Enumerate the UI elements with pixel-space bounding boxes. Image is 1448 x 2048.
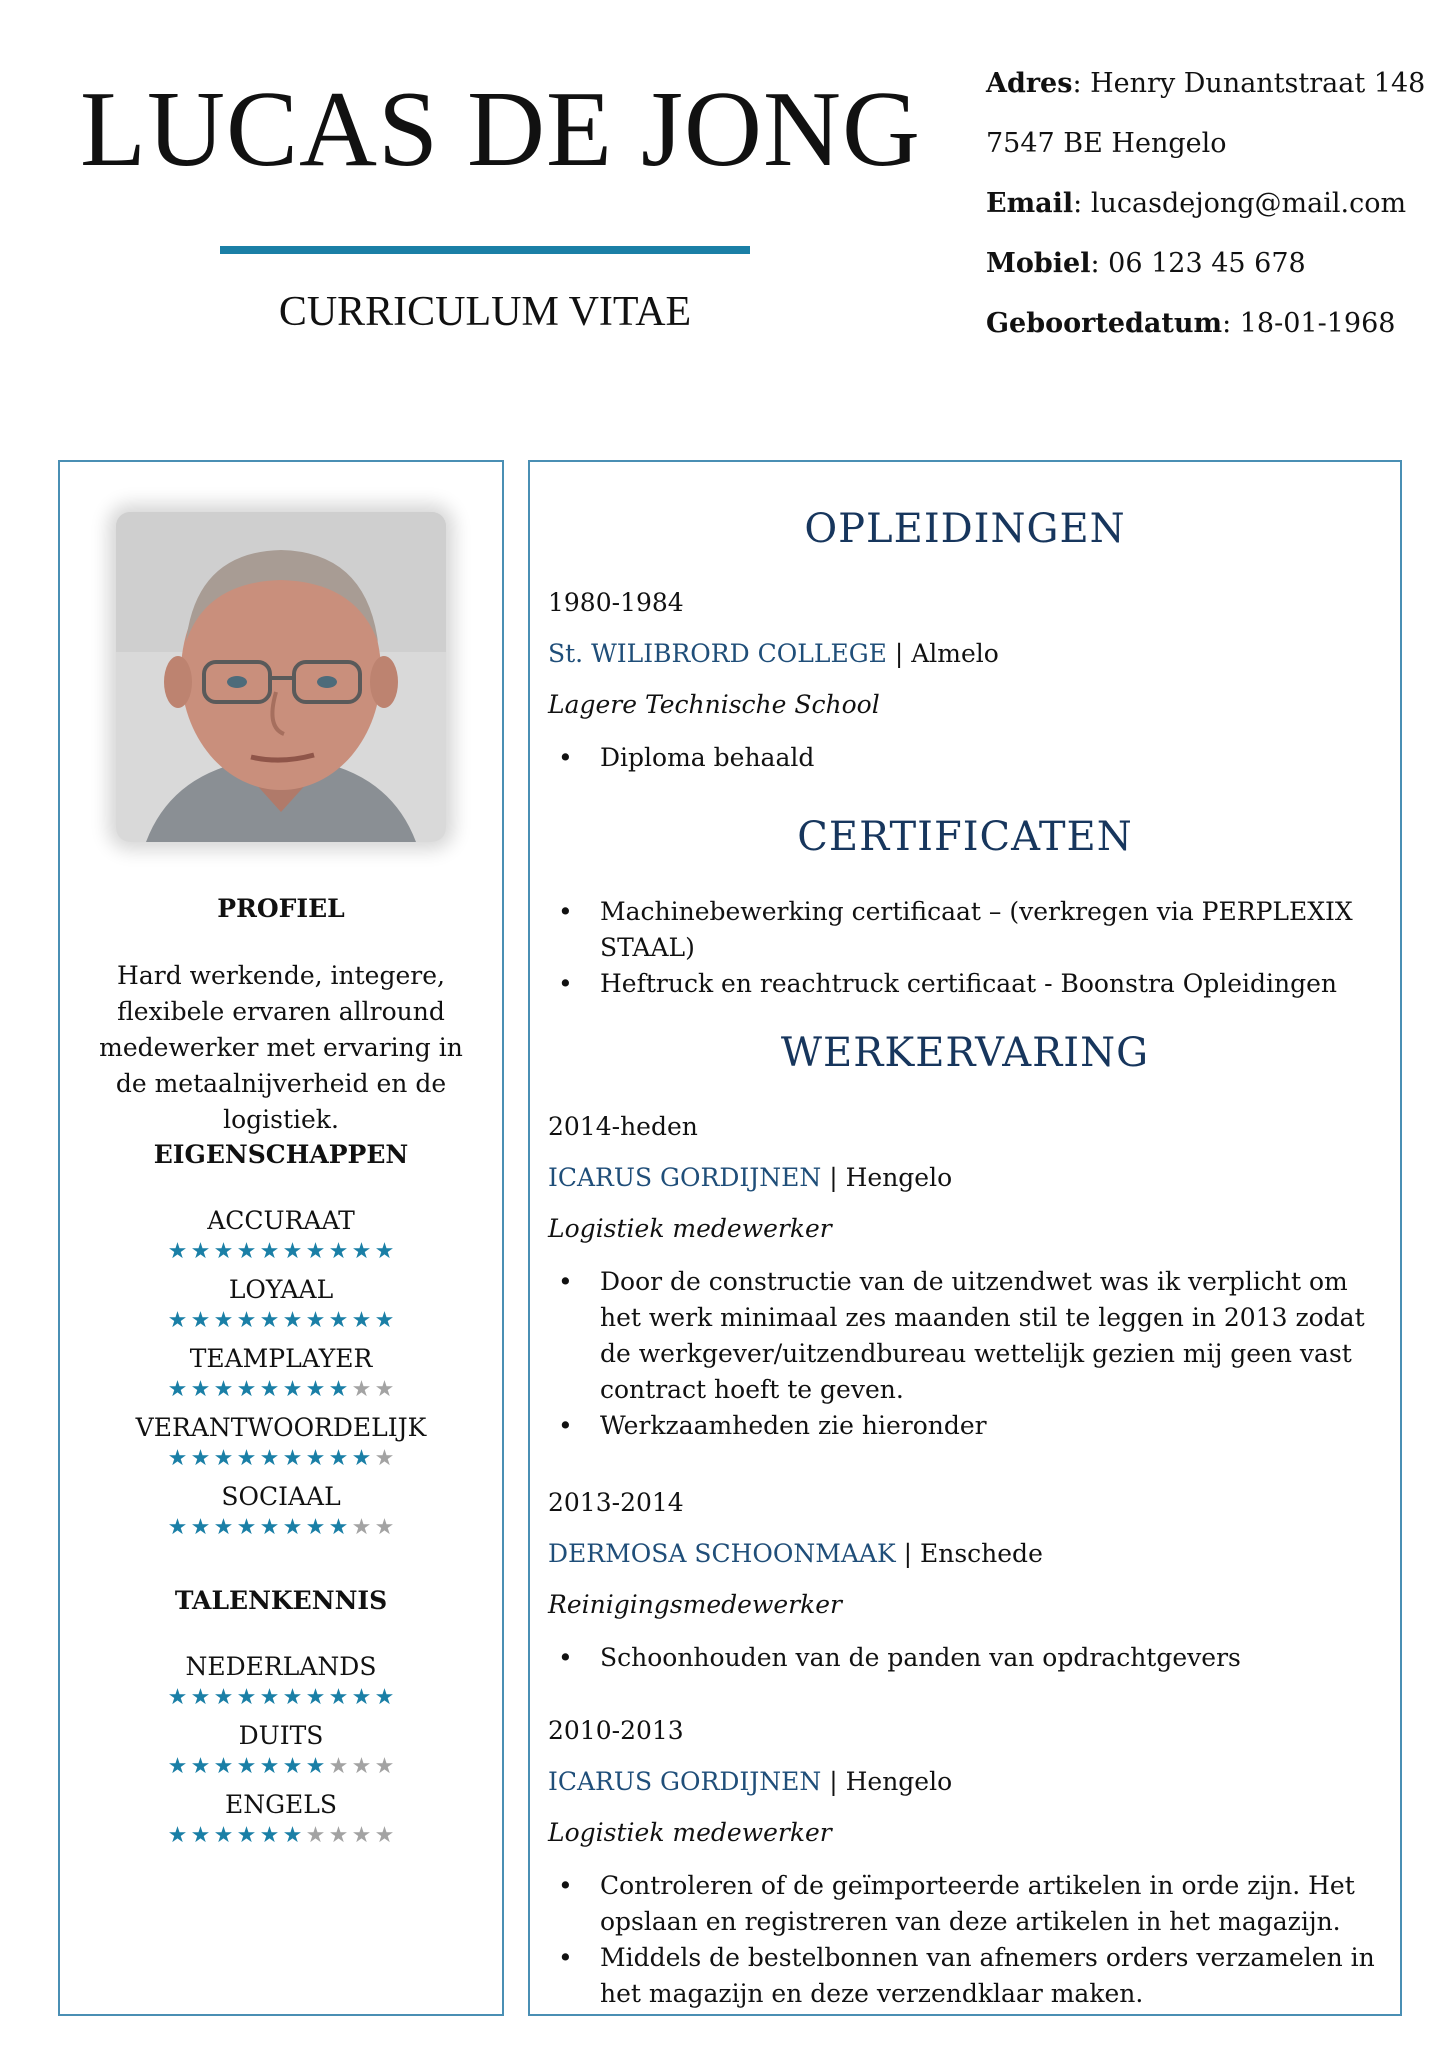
- star-filled-icon: ★: [351, 1685, 372, 1710]
- job-org-line: [548, 1537, 1043, 1571]
- star-filled-icon: ★: [236, 1754, 257, 1779]
- star-filled-icon: ★: [351, 1239, 372, 1264]
- star-rating: [60, 1753, 502, 1781]
- job-bullets: [548, 1640, 1388, 1676]
- star-filled-icon: ★: [328, 1685, 349, 1710]
- language-label: ENGELS: [224, 1790, 338, 1819]
- education-role: Lagere Technische School: [548, 690, 880, 719]
- star-filled-icon: ★: [305, 1377, 326, 1402]
- star-filled-icon: ★: [190, 1823, 211, 1848]
- job-period: 2014-heden: [548, 1112, 698, 1141]
- star-filled-icon: ★: [236, 1239, 257, 1264]
- star-empty-icon: ★: [374, 1377, 395, 1402]
- star-filled-icon: ★: [259, 1823, 280, 1848]
- trait-label: ACCURAAT: [207, 1206, 355, 1235]
- star-filled-icon: ★: [167, 1515, 188, 1540]
- trait-teamplayer: [60, 1342, 502, 1404]
- star-filled-icon: ★: [236, 1446, 257, 1471]
- address-label: Adres: [986, 68, 1073, 99]
- star-filled-icon: ★: [190, 1377, 211, 1402]
- star-filled-icon: ★: [305, 1308, 326, 1333]
- star-filled-icon: ★: [213, 1308, 234, 1333]
- experience-title: WERKERVARING: [780, 1030, 1150, 1076]
- star-empty-icon: ★: [351, 1377, 372, 1402]
- trait-accuraat: [60, 1204, 502, 1266]
- job-org-line: [548, 1161, 952, 1195]
- certificate-list: [548, 894, 1388, 1002]
- star-rating: [60, 1238, 502, 1266]
- languages-heading: TALENKENNIS: [174, 1586, 388, 1615]
- star-filled-icon: ★: [167, 1823, 188, 1848]
- star-filled-icon: ★: [213, 1754, 234, 1779]
- job-org: ICARUS GORDIJNEN: [548, 1163, 822, 1192]
- education-org: St. WILIBRORD COLLEGE: [548, 639, 887, 668]
- star-filled-icon: ★: [236, 1377, 257, 1402]
- trait-label: SOCIAAL: [221, 1482, 341, 1511]
- star-filled-icon: ★: [282, 1239, 303, 1264]
- star-filled-icon: ★: [167, 1685, 188, 1710]
- contact-address: Adres: Henry Dunantstraat 148: [986, 68, 1426, 99]
- portrait-image: [116, 512, 446, 842]
- star-filled-icon: ★: [328, 1308, 349, 1333]
- language-label: DUITS: [238, 1721, 324, 1750]
- list-item: • Middels de bestelbonnen van afnemers orders verzamelen in het magazijn en deze verzendklaar maken.: [548, 1940, 1388, 2012]
- job-period: 2010-2013: [548, 1716, 684, 1745]
- star-rating: [60, 1822, 502, 1850]
- job-org-line: [548, 1765, 952, 1799]
- education-period: 1980-1984: [548, 588, 684, 617]
- star-filled-icon: ★: [190, 1685, 211, 1710]
- star-filled-icon: ★: [236, 1823, 257, 1848]
- star-empty-icon: ★: [374, 1446, 395, 1471]
- profile-heading: PROFIEL: [217, 894, 345, 923]
- job-place: Hengelo: [845, 1767, 953, 1796]
- trait-label: LOYAAL: [228, 1275, 334, 1304]
- star-filled-icon: ★: [282, 1685, 303, 1710]
- job-org: DERMOSA SCHOONMAAK: [548, 1539, 896, 1568]
- star-filled-icon: ★: [167, 1239, 188, 1264]
- star-filled-icon: ★: [282, 1754, 303, 1779]
- star-empty-icon: ★: [351, 1823, 372, 1848]
- star-empty-icon: ★: [351, 1754, 372, 1779]
- star-filled-icon: ★: [213, 1685, 234, 1710]
- star-filled-icon: ★: [236, 1515, 257, 1540]
- list-item: • Controleren of de geïmporteerde artikelen in orde zijn. Het opslaan en registreren van deze artikelen in het magazijn.: [548, 1868, 1388, 1940]
- profile-text: Hard werkende, integere, flexibele ervaren allround medewerker met ervaring in de metaalnijverheid en de logistiek.: [99, 961, 463, 1134]
- star-filled-icon: ★: [259, 1754, 280, 1779]
- star-filled-icon: ★: [259, 1377, 280, 1402]
- person-name: LUCAS DE JONG: [80, 70, 922, 189]
- star-filled-icon: ★: [213, 1377, 234, 1402]
- job-place: Hengelo: [845, 1163, 953, 1192]
- list-item: • Diploma behaald: [548, 740, 1388, 776]
- star-empty-icon: ★: [374, 1515, 395, 1540]
- star-filled-icon: ★: [236, 1685, 257, 1710]
- star-rating: [60, 1684, 502, 1712]
- address-line1: Henry Dunantstraat 148: [1090, 68, 1426, 99]
- star-filled-icon: ★: [259, 1515, 280, 1540]
- job-role: Reinigingsmedewerker: [548, 1590, 842, 1619]
- star-filled-icon: ★: [259, 1308, 280, 1333]
- trait-loyaal: [60, 1273, 502, 1335]
- star-filled-icon: ★: [259, 1239, 280, 1264]
- star-filled-icon: ★: [213, 1239, 234, 1264]
- star-filled-icon: ★: [351, 1308, 372, 1333]
- mobile-label: Mobiel: [986, 248, 1091, 279]
- star-filled-icon: ★: [328, 1377, 349, 1402]
- education-org-line: [548, 637, 999, 671]
- star-filled-icon: ★: [190, 1446, 211, 1471]
- star-filled-icon: ★: [305, 1446, 326, 1471]
- star-filled-icon: ★: [374, 1308, 395, 1333]
- star-filled-icon: ★: [282, 1823, 303, 1848]
- star-empty-icon: ★: [374, 1823, 395, 1848]
- star-filled-icon: ★: [190, 1754, 211, 1779]
- star-filled-icon: ★: [305, 1239, 326, 1264]
- star-filled-icon: ★: [328, 1515, 349, 1540]
- job-role: Logistiek medewerker: [548, 1818, 832, 1847]
- star-rating: [60, 1307, 502, 1335]
- star-filled-icon: ★: [167, 1377, 188, 1402]
- list-item: • Werkzaamheden zie hieronder: [548, 1408, 1388, 1444]
- star-filled-icon: ★: [167, 1754, 188, 1779]
- star-filled-icon: ★: [167, 1308, 188, 1333]
- star-filled-icon: ★: [213, 1823, 234, 1848]
- trait-sociaal: [60, 1480, 502, 1542]
- trait-verantwoordelijk: [60, 1411, 502, 1473]
- star-empty-icon: ★: [305, 1823, 326, 1848]
- education-title: OPLEIDINGEN: [804, 506, 1126, 552]
- star-filled-icon: ★: [190, 1515, 211, 1540]
- profile-photo: [116, 512, 446, 842]
- star-rating: [60, 1514, 502, 1542]
- star-filled-icon: ★: [374, 1239, 395, 1264]
- job-role: Logistiek medewerker: [548, 1214, 832, 1243]
- star-empty-icon: ★: [374, 1754, 395, 1779]
- job-place: Enschede: [919, 1539, 1043, 1568]
- star-empty-icon: ★: [328, 1823, 349, 1848]
- star-filled-icon: ★: [305, 1685, 326, 1710]
- job-bullets: [548, 1868, 1388, 2012]
- document-subtitle: CURRICULUM VITAE: [278, 289, 692, 335]
- contact-block: [986, 62, 1436, 362]
- star-filled-icon: ★: [351, 1446, 372, 1471]
- job-org: ICARUS GORDIJNEN: [548, 1767, 822, 1796]
- education-bullets: [548, 740, 1388, 776]
- email-label: Email: [986, 188, 1074, 219]
- sidebar-panel: [58, 460, 504, 2016]
- star-filled-icon: ★: [213, 1446, 234, 1471]
- star-rating: [60, 1376, 502, 1404]
- email-value: lucasdejong@mail.com: [1090, 188, 1407, 219]
- star-filled-icon: ★: [259, 1685, 280, 1710]
- star-filled-icon: ★: [282, 1308, 303, 1333]
- language-nederlands: [60, 1650, 502, 1712]
- language-engels: [60, 1788, 502, 1850]
- trait-label: TEAMPLAYER: [189, 1344, 373, 1373]
- list-item: • Machinebewerking certificaat – (verkregen via PERPLEXIX STAAL): [548, 894, 1388, 966]
- trait-label: VERANTWOORDELIJK: [135, 1413, 427, 1442]
- contact-mobile: Mobiel: 06 123 45 678: [986, 248, 1306, 279]
- birthdate-label: Geboortedatum: [986, 308, 1223, 339]
- list-item: • Schoonhouden van de panden van opdrachtgevers: [548, 1640, 1388, 1676]
- star-empty-icon: ★: [351, 1515, 372, 1540]
- star-filled-icon: ★: [282, 1377, 303, 1402]
- birthdate-value: 18-01-1968: [1239, 308, 1396, 339]
- org-separator: |: [821, 1767, 846, 1796]
- mobile-value: 06 123 45 678: [1108, 248, 1306, 279]
- contact-email: Email: lucasdejong@mail.com: [986, 188, 1407, 219]
- contact-birthdate: Geboortedatum: 18-01-1968: [986, 308, 1396, 339]
- traits-heading: EIGENSCHAPPEN: [153, 1140, 409, 1169]
- star-filled-icon: ★: [328, 1446, 349, 1471]
- list-item: • Door de constructie van de uitzendwet was ik verplicht om het werk minimaal zes maanden stil te leggen in 2013 zodat de werkgever/uitzendbureau wettelijk gezien mij geen vast contract hoeft te geven.: [548, 1264, 1388, 1408]
- star-filled-icon: ★: [190, 1239, 211, 1264]
- star-filled-icon: ★: [305, 1754, 326, 1779]
- org-separator: |: [895, 1539, 920, 1568]
- star-empty-icon: ★: [328, 1754, 349, 1779]
- star-filled-icon: ★: [259, 1446, 280, 1471]
- star-rating: [60, 1445, 502, 1473]
- certificates-title: CERTIFICATEN: [797, 814, 1133, 860]
- star-filled-icon: ★: [305, 1515, 326, 1540]
- org-separator: |: [886, 639, 912, 668]
- education-place: Almelo: [911, 639, 999, 668]
- accent-divider: [220, 246, 750, 254]
- contact-address-line2: [986, 122, 1436, 182]
- language-label: NEDERLANDS: [185, 1652, 377, 1681]
- job-period: 2013-2014: [548, 1488, 684, 1517]
- star-filled-icon: ★: [167, 1446, 188, 1471]
- star-filled-icon: ★: [236, 1308, 257, 1333]
- star-filled-icon: ★: [282, 1515, 303, 1540]
- language-duits: [60, 1719, 502, 1781]
- star-filled-icon: ★: [374, 1685, 395, 1710]
- address-line2: 7547 BE Hengelo: [986, 128, 1227, 159]
- star-filled-icon: ★: [190, 1308, 211, 1333]
- list-item: • Heftruck en reachtruck certificaat - Boonstra Opleidingen: [548, 966, 1388, 1002]
- job-bullets: [548, 1264, 1388, 1444]
- main-panel: [528, 460, 1402, 2016]
- star-filled-icon: ★: [328, 1239, 349, 1264]
- star-filled-icon: ★: [213, 1515, 234, 1540]
- org-separator: |: [821, 1163, 846, 1192]
- star-filled-icon: ★: [282, 1446, 303, 1471]
